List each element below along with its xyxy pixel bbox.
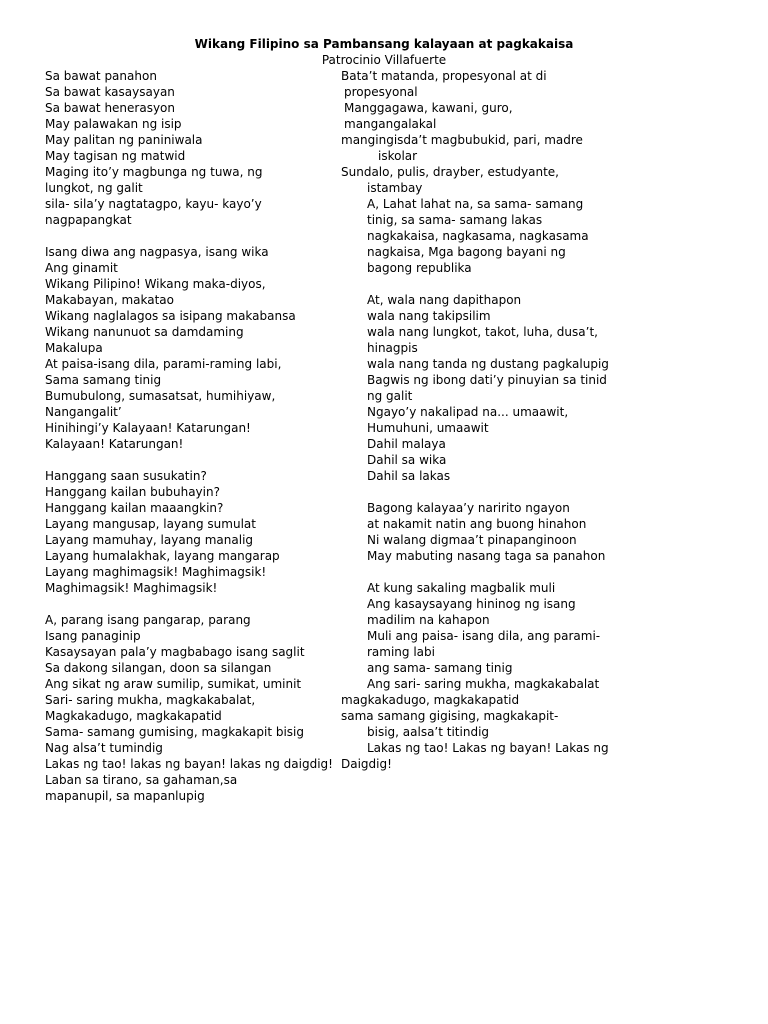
poem-line: ng galit: [367, 389, 413, 403]
poem-line: Nag alsa’t tumindig: [45, 741, 163, 755]
poem-line: wala nang lungkot, takot, luha, dusa’t,: [367, 325, 598, 339]
poem-line: Isang diwa ang nagpasya, isang wika: [45, 245, 269, 259]
poem-line: Wikang nanunuot sa damdaming: [45, 325, 244, 339]
poem-line: Sa bawat panahon: [45, 69, 157, 83]
poem-line: [45, 228, 345, 244]
poem-line: May palitan ng paniniwala: [45, 133, 203, 147]
poem-line: Magkakadugo, magkakapatid: [45, 709, 222, 723]
poem-title: Wikang Filipino sa Pambansang kalayaan at pagkakaisa: [194, 37, 574, 51]
poem-line: [341, 484, 671, 500]
poem-line: Bumubulong, sumasatsat, humihiyaw,: [45, 389, 276, 403]
poem-line: Lakas ng tao! lakas ng bayan! lakas ng daigdig!: [45, 757, 333, 771]
poem-line: At paisa-isang dila, parami-raming labi,: [45, 357, 282, 371]
poem-line: Ang sikat ng araw sumilip, sumikat, uminit: [45, 677, 302, 691]
poem-line: Ni walang digmaa’t pinapanginoon: [367, 533, 577, 547]
poem-line: Hinihingi’y Kalayaan! Katarungan!: [45, 421, 251, 435]
poem-line: bagong republika: [367, 261, 472, 275]
poem-line: Dahil malaya: [367, 437, 446, 451]
poem-line: Ang sari- saring mukha, magkakabalat: [367, 677, 600, 691]
poem-line: Kasaysayan pala’y magbabago isang saglit: [45, 645, 305, 659]
poem-line: Ngayo’y nakalipad na... umaawit,: [367, 405, 569, 419]
poem-line: Kalayaan! Katarungan!: [45, 437, 184, 451]
poem-line: nagkakaisa, nagkasama, nagkasama: [367, 229, 589, 243]
poem-line: Humuhuni, umaawit: [367, 421, 489, 435]
poem-left-column: [45, 68, 345, 804]
poem-line: Sa dakong silangan, doon sa silangan: [45, 661, 272, 675]
poem-line: [45, 596, 345, 612]
poem-line: at nakamit natin ang buong hinahon: [367, 517, 587, 531]
poem-line: Wikang naglalagos sa isipang makabansa: [45, 309, 296, 323]
poem-line: magkakadugo, magkakapatid: [341, 693, 520, 707]
poem-line: Layang maghimagsik! Maghimagsik!: [45, 565, 267, 579]
poem-right-column: [341, 68, 671, 772]
poem-line: Sundalo, pulis, drayber, estudyante,: [341, 165, 559, 179]
poem-line: [45, 452, 345, 468]
poem-line: Sama samang tinig: [45, 373, 162, 387]
poem-line: Hanggang saan susukatin?: [45, 469, 207, 483]
poem-line: raming labi: [367, 645, 435, 659]
poem-line: wala nang takipsilim: [367, 309, 491, 323]
poem-line: Daigdig!: [341, 757, 392, 771]
poem-line: Bata’t matanda, propesyonal at di: [341, 69, 547, 83]
poem-line: nagpapangkat: [45, 213, 132, 227]
poem-line: sila- sila’y nagtatagpo, kayu- kayo’y: [45, 197, 262, 211]
poem-line: Nangangalit’: [45, 405, 122, 419]
poem-line: Layang mangusap, layang sumulat: [45, 517, 256, 531]
poem-line: Sari- saring mukha, magkakabalat,: [45, 693, 256, 707]
poem-line: Bagong kalayaa’y naririto ngayon: [367, 501, 570, 515]
poem-line: Sa bawat henerasyon: [45, 101, 176, 115]
poem-line: A, Lahat lahat na, sa sama- samang: [367, 197, 584, 211]
poem-line: madilim na kahapon: [367, 613, 490, 627]
poem-line: A, parang isang pangarap, parang: [45, 613, 251, 627]
poem-line: istambay: [367, 181, 423, 195]
poem-line: hinagpis: [367, 341, 418, 355]
poem-line: tinig, sa sama- samang lakas: [367, 213, 543, 227]
poem-line: Wikang Pilipino! Wikang maka-diyos,: [45, 277, 266, 291]
poem-line: sama samang gigising, magkakapit-: [341, 709, 559, 723]
poem-line: Layang mamuhay, layang manalig: [45, 533, 254, 547]
poem-line: nagkaisa, Mga bagong bayani ng: [367, 245, 566, 259]
poem-line: Ang kasaysayang hininog ng isang: [367, 597, 576, 611]
poem-line: [341, 564, 671, 580]
poem-line: propesyonal: [344, 85, 418, 99]
poem-line: May tagisan ng matwid: [45, 149, 186, 163]
poem-line: Maghimagsik! Maghimagsik!: [45, 581, 218, 595]
poem-line: Maging ito’y magbunga ng tuwa, ng: [45, 165, 263, 179]
poem-line: bisig, aalsa’t titindig: [367, 725, 490, 739]
poem-line: ang sama- samang tinig: [367, 661, 513, 675]
poem-line: mangingisda’t magbubukid, pari, madre: [341, 133, 583, 147]
poem-line: Sa bawat kasaysayan: [45, 85, 175, 99]
poem-line: Makalupa: [45, 341, 103, 355]
poem-line: Isang panaginip: [45, 629, 141, 643]
poem-author: Patrocinio Villafuerte: [321, 53, 447, 67]
poem-line: Muli ang paisa- isang dila, ang parami-: [367, 629, 601, 643]
poem-line: Bagwis ng ibong dati’y pinuyian sa tinid: [367, 373, 607, 387]
poem-line: Hanggang kailan bubuhayin?: [45, 485, 220, 499]
poem-line: May palawakan ng isip: [45, 117, 182, 131]
poem-line: Dahil sa wika: [367, 453, 447, 467]
poem-line: Lakas ng tao! Lakas ng bayan! Lakas ng: [367, 741, 609, 755]
poem-line: lungkot, ng galit: [45, 181, 143, 195]
poem-line: wala nang tanda ng dustang pagkalupig: [367, 357, 609, 371]
poem-line: Makabayan, makatao: [45, 293, 174, 307]
poem-line: Laban sa tirano, sa gahaman,sa: [45, 773, 238, 787]
poem-line: Layang humalakhak, layang mangarap: [45, 549, 280, 563]
poem-line: mapanupil, sa mapanlupig: [45, 789, 205, 803]
poem-line: iskolar: [378, 149, 418, 163]
poem-line: [341, 276, 671, 292]
poem-line: Manggagawa, kawani, guro,: [344, 101, 513, 115]
poem-line: Hanggang kailan maaangkin?: [45, 501, 224, 515]
poem-line: At, wala nang dapithapon: [367, 293, 522, 307]
poem-line: Ang ginamit: [45, 261, 118, 275]
poem-line: mangangalakal: [344, 117, 437, 131]
poem-line: May mabuting nasang taga sa panahon: [367, 549, 606, 563]
poem-line: Dahil sa lakas: [367, 469, 451, 483]
poem-line: Sama- samang gumising, magkakapit bisig: [45, 725, 304, 739]
poem-line: At kung sakaling magbalik muli: [367, 581, 556, 595]
